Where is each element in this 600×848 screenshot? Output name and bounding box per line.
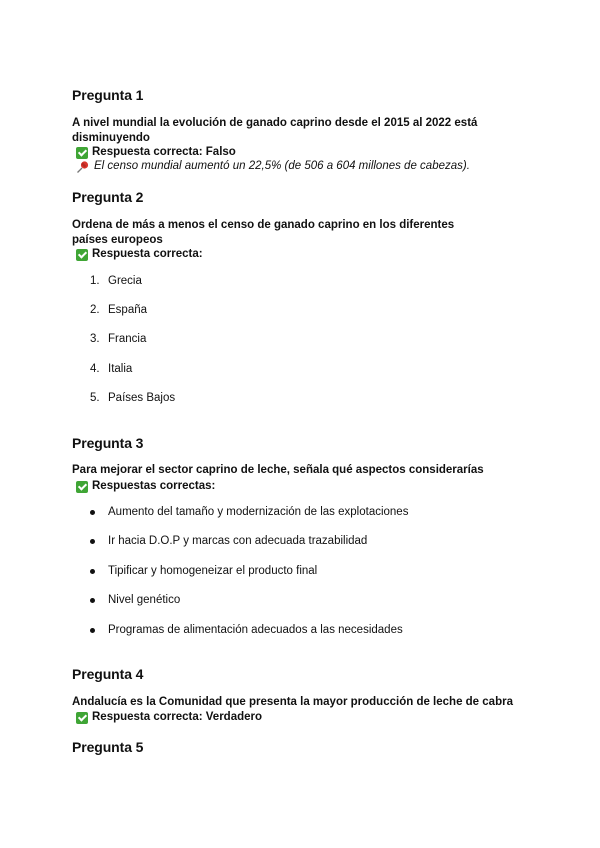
bullet-icon: [90, 628, 95, 633]
list-item: [90, 362, 132, 377]
list-item-label: Italia: [108, 363, 133, 375]
question-4-answer-text: Respuesta correcta: Verdadero: [92, 711, 263, 723]
question-3-answer: [76, 479, 215, 494]
bullet-icon: [90, 598, 95, 603]
list-item: [90, 274, 142, 289]
list-item-number: 2.: [90, 304, 100, 316]
check-mark-icon: [76, 249, 88, 261]
check-mark-icon: [76, 712, 88, 724]
list-item-number: 4.: [90, 363, 100, 375]
list-item-label: Programas de alimentación adecuados a las necesidades: [108, 624, 403, 636]
list-item: [90, 505, 408, 520]
list-item-label: Nivel genético: [108, 594, 181, 606]
list-item-label: Grecia: [108, 275, 142, 287]
question-1-title: Pregunta 1: [72, 87, 144, 103]
list-item-label: España: [108, 304, 148, 316]
question-2-answer: [76, 247, 203, 262]
question-1-answer-text: Respuesta correcta: Falso: [92, 146, 236, 158]
list-item: [90, 303, 147, 318]
list-item-label: Ir hacia D.O.P y marcas con adecuada trazabilidad: [108, 535, 368, 547]
check-mark-icon: [76, 481, 88, 493]
question-5-title: Pregunta 5: [72, 739, 144, 755]
question-3-text: Para mejorar el sector caprino de leche, señala qué aspectos considerarías: [72, 464, 484, 476]
list-item-number: 3.: [90, 333, 100, 345]
list-item: [90, 593, 180, 608]
list-item: [90, 534, 367, 549]
check-mark-icon: [76, 147, 88, 159]
list-item-number: 1.: [90, 275, 100, 287]
question-2-title: Pregunta 2: [72, 189, 144, 205]
question-3-title: Pregunta 3: [72, 435, 144, 451]
list-item: [90, 564, 317, 579]
list-item: [90, 623, 403, 638]
question-4-text: Andalucía es la Comunidad que presenta la mayor producción de leche de cabra: [72, 696, 513, 708]
question-3-answer-text: Respuestas correctas:: [92, 480, 216, 492]
question-2-answer-text: Respuesta correcta:: [92, 248, 203, 260]
list-item-label: Países Bajos: [108, 392, 176, 404]
list-item-label: Francia: [108, 333, 147, 345]
question-4-answer: [76, 710, 262, 725]
bullet-icon: [90, 510, 95, 515]
list-item-label: Tipificar y homogeneizar el producto final: [108, 565, 318, 577]
question-4-title: Pregunta 4: [72, 666, 144, 682]
question-1-note-text: El censo mundial aumentó un 22,5% (de 506 a 604 millones de cabezas).: [94, 160, 470, 172]
list-item: [90, 332, 146, 347]
question-1-note: [76, 159, 470, 174]
pushpin-icon: [76, 160, 90, 174]
bullet-icon: [90, 569, 95, 574]
question-2-text: Ordena de más a menos el censo de ganado caprino en los diferentes países europeos: [72, 219, 455, 246]
question-1-answer: [76, 145, 236, 160]
list-item-number: 5.: [90, 392, 100, 404]
list-item: [90, 391, 175, 406]
bullet-icon: [90, 539, 95, 544]
list-item-label: Aumento del tamaño y modernización de las explotaciones: [108, 506, 409, 518]
question-1-text: A nivel mundial la evolución de ganado caprino desde el 2015 al 2022 está disminuyendo: [72, 117, 478, 144]
